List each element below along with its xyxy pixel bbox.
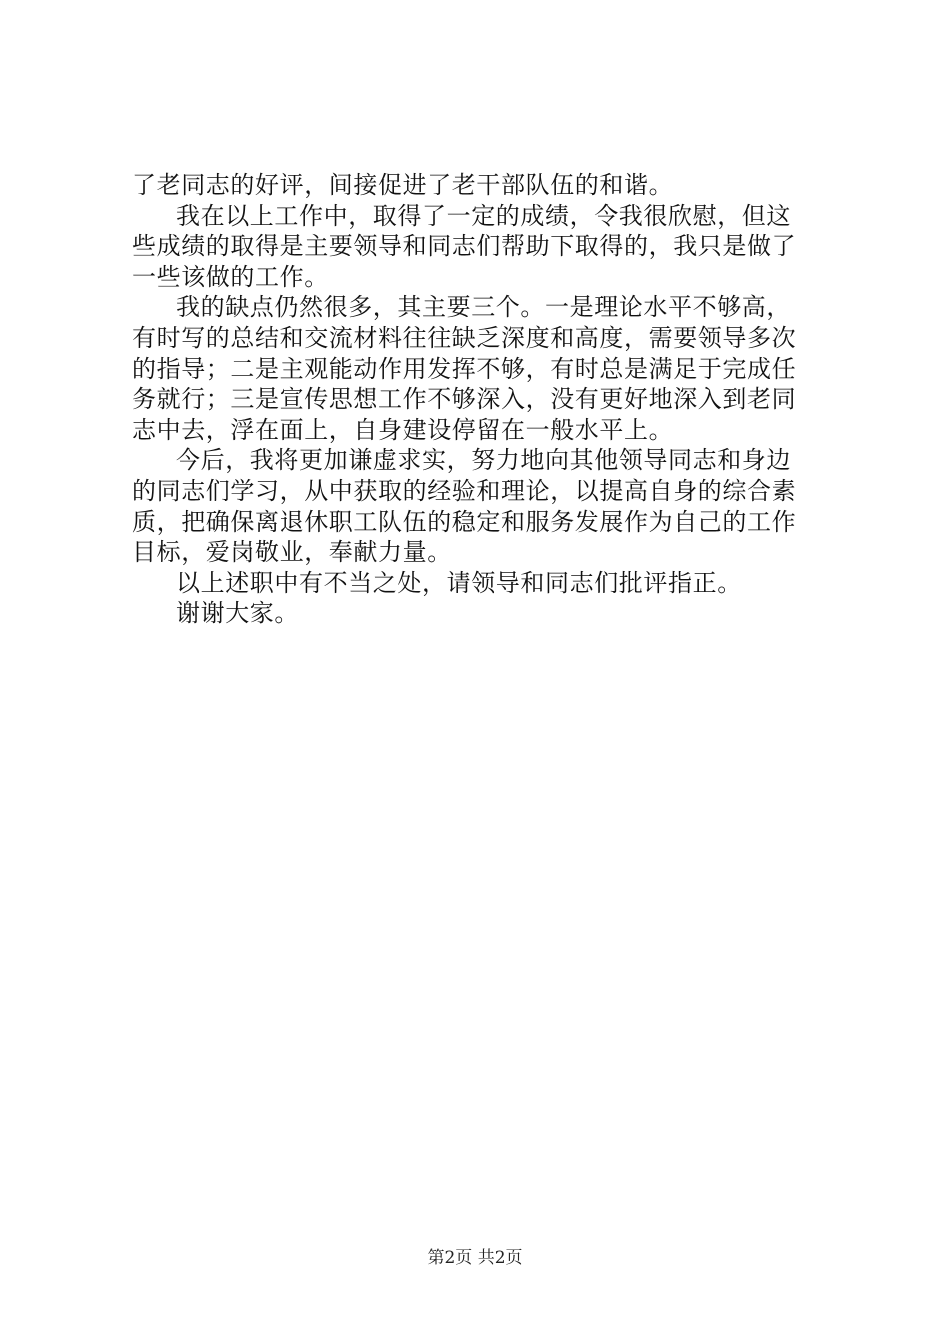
text-line: 目标，爱岗敬业，奉献力量。	[132, 538, 452, 567]
paragraph-start-line: 今后，我将更加谦虚求实，努力地向其他领导同志和身边	[176, 446, 791, 475]
text-line: 质，把确保离退休职工队伍的稳定和服务发展作为自己的工作	[132, 507, 797, 536]
text-line: 一些该做的工作。	[132, 262, 329, 291]
text-line: 务就行；三是宣传思想工作不够深入，没有更好地深入到老同	[132, 385, 797, 414]
paragraph-start-line: 谢谢大家。	[176, 599, 299, 628]
paragraph-start-line: 我在以上工作中，取得了一定的成绩，令我很欣慰，但这	[176, 201, 791, 230]
page-footer: 第2页 共2页	[427, 1248, 523, 1268]
paragraph-start-line: 我的缺点仍然很多，其主要三个。一是理论水平不够高，	[176, 293, 791, 322]
text-line: 有时写的总结和交流材料往往缺乏深度和高度，需要领导多次	[132, 323, 797, 352]
text-line: 志中去，浮在面上，自身建设停留在一般水平上。	[132, 415, 674, 444]
paragraph-start-line: 以上述职中有不当之处，请领导和同志们批评指正。	[176, 568, 742, 597]
text-line: 了老同志的好评，间接促进了老干部队伍的和谐。	[132, 171, 674, 199]
text-line: 些成绩的取得是主要领导和同志们帮助下取得的，我只是做了	[132, 232, 797, 261]
document-body	[132, 170, 832, 629]
text-line: 的同志们学习，从中获取的经验和理论，以提高自身的综合素	[132, 476, 797, 505]
text-line: 的指导；二是主观能动作用发挥不够，有时总是满足于完成任	[132, 354, 797, 383]
